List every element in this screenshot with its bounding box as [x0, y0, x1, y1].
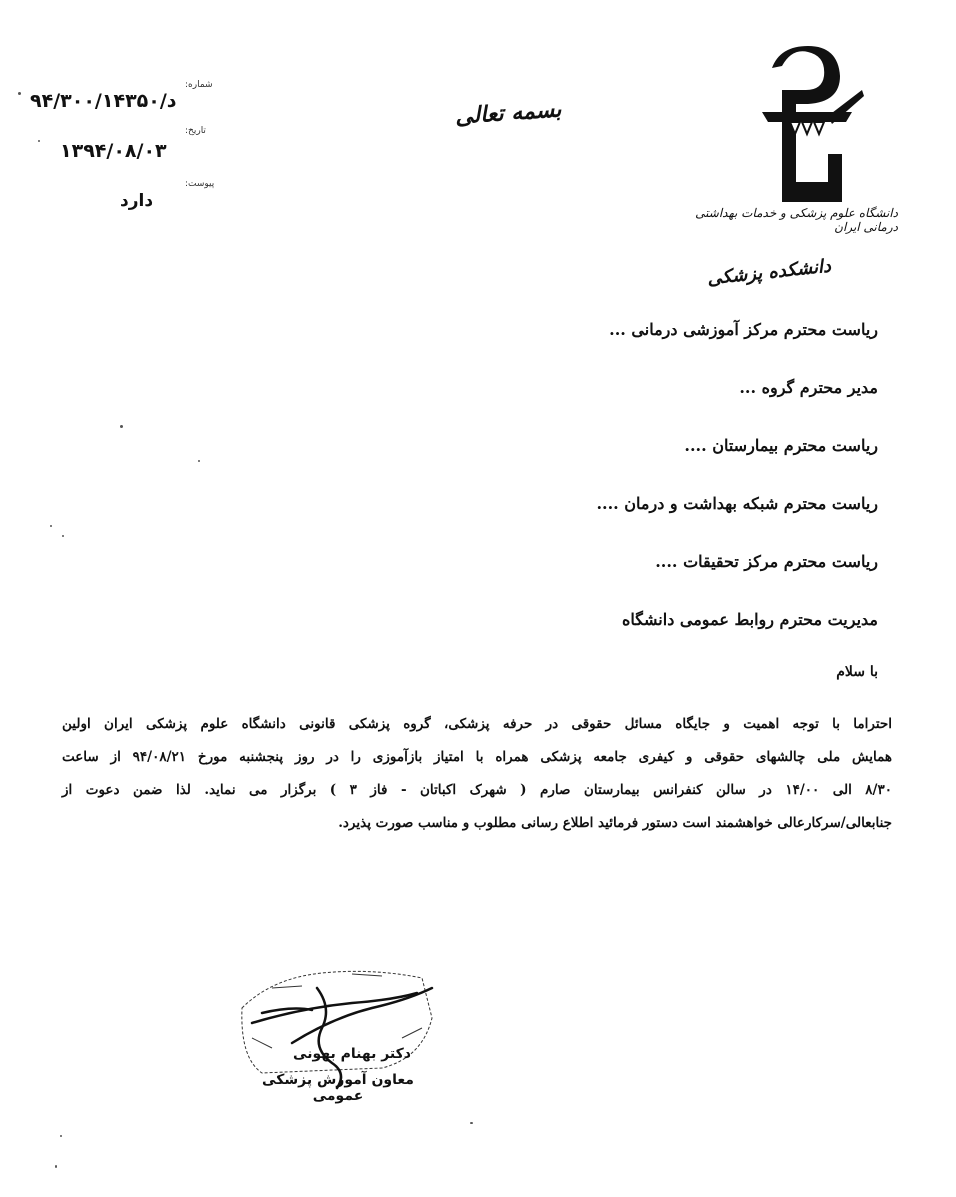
scan-speck — [60, 1135, 62, 1137]
scan-speck — [62, 535, 64, 537]
scan-speck — [198, 460, 200, 462]
recipient-line: ریاست محترم شبکه بهداشت و درمان .... — [596, 494, 878, 513]
signer-title: معاون آموزش پزشکی عمومی — [262, 1072, 414, 1104]
recipient-line: مدیر محترم گروه ... — [739, 378, 878, 397]
scan-speck — [470, 1122, 473, 1124]
recipient-line: مدیریت محترم روابط عمومی دانشگاه — [621, 610, 878, 629]
recipient-line: ریاست محترم بیمارستان .... — [684, 436, 878, 455]
scan-speck — [120, 425, 123, 428]
letter-body — [62, 708, 892, 840]
scan-speck — [18, 92, 21, 95]
date-label: تاریخ: — [185, 126, 206, 136]
recipient-line: ریاست محترم مرکز آموزشی درمانی ... — [609, 320, 878, 339]
body-line: جنابعالی/سرکارعالی خواهشمند است دستور فرمائید اطلاع رسانی مطلوب و مناسب صورت پذیرد. — [338, 815, 892, 831]
letter-date: ۱۳۹۴/۰۸/۰۳ — [60, 140, 167, 162]
recipient-line: ریاست محترم مرکز تحقیقات .... — [655, 552, 878, 571]
body-line: ۸/۳۰ الی ۱۴/۰۰ در سالن کنفرانس بیمارستان صارم ( شهرک اکباتان - فاز ۳ ) برگزار می نماید. لذا ضمن دعوت از — [62, 782, 892, 798]
letter-attachment: دارد — [120, 191, 154, 211]
body-line: احتراما با توجه اهمیت و جایگاه مسائل حقوقی در حرفه پزشکی، گروه پزشکی قانونی دانشگاه علوم پزشکی ایران اولین — [62, 716, 892, 732]
university-name: دانشگاه علوم پزشکی و خدمات بهداشتی درمانی ایران — [695, 206, 898, 234]
body-line: همایش ملی چالشهای حقوقی و کیفری جامعه پزشکی همراه با امتیاز بازآموزی را در روز پنجشنبه مورخ ۹۴/۰۸/۲۱ از ساعت — [62, 749, 893, 765]
university-logo-icon — [742, 46, 872, 208]
letter-number: ۹۴/د/۳۰۰/۱۴۳۵۰ — [30, 90, 177, 112]
faculty-name: دانشکده پزشکی — [706, 255, 832, 290]
scan-speck — [50, 525, 52, 527]
greeting: با سلام — [836, 664, 878, 680]
scan-speck — [55, 1165, 57, 1168]
letter-metadata — [25, 78, 225, 218]
number-label: شماره: — [185, 80, 213, 90]
signer-name: دکتر بهنام بهونی — [293, 1046, 411, 1062]
invocation-heading: بسمه تعالی — [454, 96, 563, 130]
scan-speck — [38, 140, 40, 142]
attachment-label: پیوست: — [185, 179, 215, 189]
